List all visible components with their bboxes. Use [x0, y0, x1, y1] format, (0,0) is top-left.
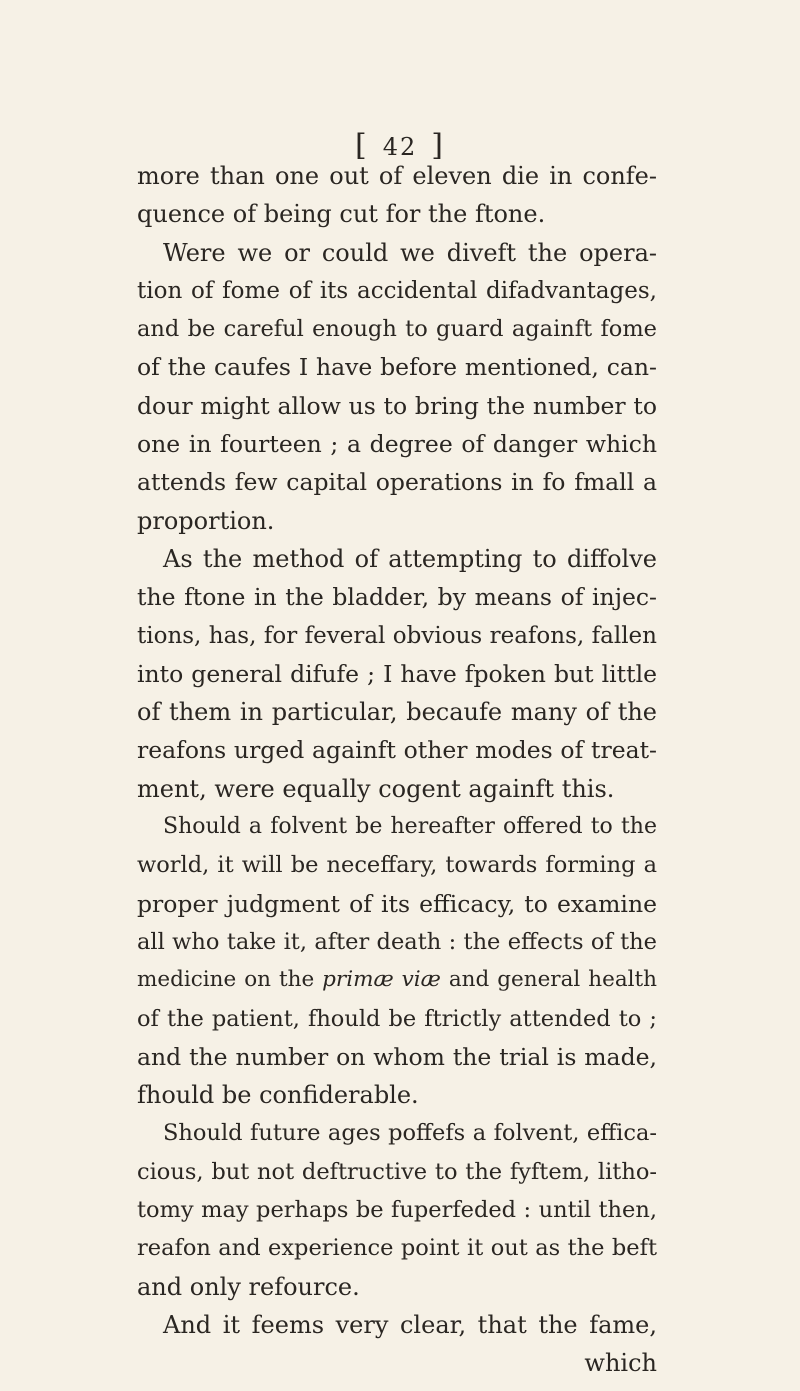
text-line: all who take it, after death : the effects of the: [137, 928, 657, 955]
text-line: and the number on whom the trial is made,: [137, 1042, 657, 1071]
text-line: the ftone in the bladder, by means of injec-: [137, 583, 657, 612]
text-line: And it feems very clear, that the fame,: [163, 1310, 657, 1339]
text-line: attends few capital operations in fo fmall a: [137, 468, 657, 497]
text-line: tion of fome of its accidental difadvantages,: [137, 277, 657, 304]
text-line: and only refource.: [137, 1272, 360, 1301]
text-line: dour might allow us to bring the number to: [137, 391, 657, 420]
text-line: more than one out of eleven die in confe-: [137, 162, 657, 190]
text-line: of the patient, fhould be ftrictly attended to ;: [137, 1005, 657, 1032]
text-line: reafons urged againft other modes of treat-: [137, 736, 657, 765]
text-line: tions, has, for feveral obvious reafons, fallen: [137, 622, 657, 649]
text-line: cious, but not deftructive to the fyftem, litho-: [137, 1158, 657, 1185]
italic-phrase: primæ viæ: [322, 967, 441, 993]
header-bracket-right: ]: [431, 128, 445, 163]
text-line: proportion.: [137, 506, 275, 535]
text-line: Should a folvent be hereafter offered to the: [163, 814, 657, 840]
page-number: 42: [382, 133, 418, 161]
text-line: reafon and experience point it out as the beft: [137, 1235, 657, 1262]
text-line: and be careful enough to guard againft fome: [137, 316, 657, 343]
text-line: one in fourteen ; a degree of danger which: [137, 430, 657, 459]
text-line: into general difufe ; I have fpoken but little: [137, 659, 657, 688]
text-line: ment, were equally cogent againft this.: [137, 774, 615, 803]
text-line: of the caufes I have before mentioned, can-: [137, 353, 657, 382]
text-line: As the method of attempting to diffolve: [163, 544, 657, 573]
text-line: tomy may perhaps be fuperfeded : until then,: [137, 1197, 657, 1224]
text-segment: and general health: [440, 967, 657, 993]
catchword: which: [584, 1349, 657, 1378]
text-line: Were we or could we diveft the opera-: [163, 238, 657, 267]
text-line: world, it will be neceffary, towards forming a: [137, 852, 657, 879]
text-line: of them in particular, becaufe many of the: [137, 698, 657, 727]
header-bracket-left: [: [355, 128, 369, 163]
body-text: [137, 157, 657, 1383]
text-line: [137, 961, 657, 999]
text-line: proper judgment of its efficacy, to examine: [137, 889, 657, 918]
text-line: fhould be confiderable.: [137, 1081, 419, 1110]
text-line: quence of being cut for the ftone.: [137, 200, 546, 229]
text-line: Should future ages poffefs a folvent, effica-: [163, 1120, 657, 1147]
text-segment: medicine on the: [137, 967, 323, 993]
